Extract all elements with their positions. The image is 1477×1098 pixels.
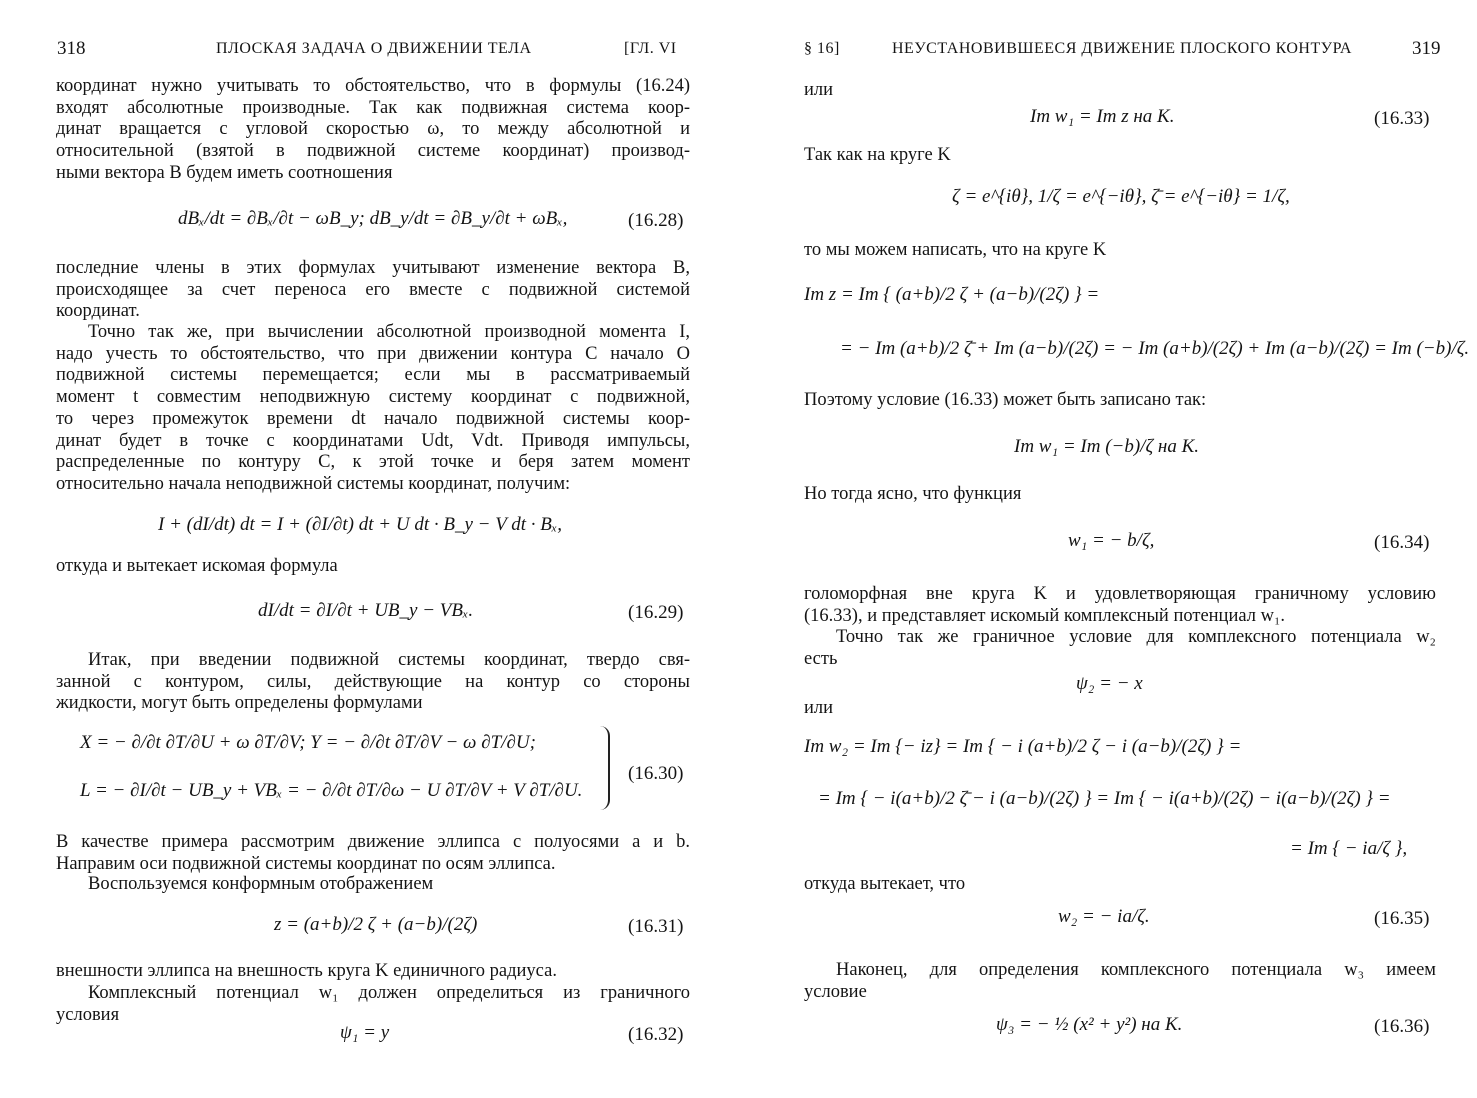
text-line: подвижной системы перемещается; если мы в рассматриваемый xyxy=(56,365,690,386)
paragraph xyxy=(804,584,1436,627)
text-line: условие xyxy=(804,981,867,1002)
running-head: ПЛОСКАЯ ЗАДАЧА О ДВИЖЕНИИ ТЕЛА xyxy=(216,40,532,57)
text-line: динат вращается с угловой скоростью ω, то между абсолютной и xyxy=(56,119,690,140)
text-line: Но тогда ясно, что функция xyxy=(804,484,1022,504)
equation: dBₓ/dt = ∂Bₓ/∂t − ωB_y; dB_y/dt = ∂B_y/∂t + ωBₓ, xyxy=(178,208,568,229)
page-number: 319 xyxy=(1412,38,1441,59)
equation: Im w₁ = Im (−b)/ζ на K. xyxy=(1014,436,1199,457)
text-line: динат будет в точке с координатами Udt, Vdt. Приводя импульсы, xyxy=(56,430,690,451)
equation-number: (16.34) xyxy=(1374,532,1430,553)
paragraph xyxy=(804,80,1436,102)
paragraph xyxy=(804,240,1436,262)
text-line: откуда вытекает, что xyxy=(804,874,966,894)
equation-number: (16.31) xyxy=(628,916,684,937)
equation: z = (a+b)/2 ζ + (a−b)/(2ζ) xyxy=(274,914,478,935)
equation: L = − ∂I/∂t − UB_y + VBₓ = − ∂/∂t ∂T/∂ω − U ∂T/∂V + V ∂T/∂U. xyxy=(80,780,583,801)
equation: ζ = e^{iθ}, 1/ζ = e^{−iθ}, ζ̄ = e^{−iθ} = 1/ζ, xyxy=(952,186,1290,207)
right-page xyxy=(738,0,1477,1098)
equation-number: (16.29) xyxy=(628,602,684,623)
equation-number: (16.32) xyxy=(628,1024,684,1045)
paragraph xyxy=(804,390,1436,412)
equation: = Im { − i(a+b)/2 ζ̄ − i (a−b)/(2ζ) } = Im { − i(a+b)/(2ζ) − i(a−b)/(2ζ) } = xyxy=(818,788,1391,809)
equation: dI/dt = ∂I/∂t + UB_y − VBₓ. xyxy=(258,600,474,621)
text-line: или xyxy=(804,698,834,718)
text-line: Поэтому условие (16.33) может быть записано так: xyxy=(804,390,1207,410)
text-line: условия xyxy=(56,1004,120,1025)
text-line: координат. xyxy=(56,301,140,322)
text-line: (16.33), и представляет искомый комплексный потенциал w₁. xyxy=(804,605,1286,626)
equation: w₁ = − b/ζ, xyxy=(1068,530,1155,551)
text-line: Воспользуемся конформным отображением xyxy=(88,874,434,894)
equation: ψ₂ = − x xyxy=(1076,673,1143,694)
paragraph xyxy=(804,627,1436,670)
paragraph xyxy=(804,874,1436,896)
running-head: НЕУСТАНОВИВШЕЕСЯ ДВИЖЕНИЕ ПЛОСКОГО КОНТУРА xyxy=(892,40,1352,57)
equation: Im w₂ = Im {− iz} = Im { − i (a+b)/2 ζ − i (a−b)/(2ζ) } = xyxy=(804,736,1242,757)
paragraph xyxy=(804,484,1436,506)
equation-number: (16.35) xyxy=(1374,908,1430,929)
equation-number: (16.30) xyxy=(628,763,684,784)
text-line: то через промежуток времени dt начало подвижной системы коор- xyxy=(56,408,690,429)
equation: ψ₃ = − ½ (x² + y²) на K. xyxy=(996,1014,1183,1035)
text-line: Итак, при введении подвижной системы координат, твердо свя- xyxy=(88,650,690,670)
text-line: происходящее за счет переноса его вместе с подвижной системой xyxy=(56,279,690,300)
text-line: Направим оси подвижной системы координат по осям эллипса. xyxy=(56,853,556,874)
chapter-label: [ГЛ. VI xyxy=(624,40,677,57)
equation: Im w₁ = Im z на K. xyxy=(1030,106,1175,127)
equation: w₂ = − ia/ζ. xyxy=(1058,906,1150,927)
paragraph xyxy=(804,145,1436,167)
equation-number: (16.36) xyxy=(1374,1016,1430,1037)
text-line: внешности эллипса на внешность круга K единичного радиуса. xyxy=(56,961,557,981)
paragraph xyxy=(56,556,690,578)
text-line: Точно так же, при вычислении абсолютной производной момента I, xyxy=(88,322,690,342)
right-brace xyxy=(596,726,610,810)
page-number: 318 xyxy=(57,38,86,59)
text-line: координат нужно учитывать то обстоятельство, что в формулы (16.24) xyxy=(56,76,690,96)
equation: = Im { − ia/ζ }, xyxy=(1290,838,1408,859)
left-page xyxy=(0,0,738,1098)
text-line: момент t совместим неподвижную систему координат с подвижной, xyxy=(56,387,690,408)
equation-number: (16.33) xyxy=(1374,108,1430,129)
text-line: Точно так же граничное условие для комплексного потенциала w₂ xyxy=(836,627,1436,647)
section-label: § 16] xyxy=(804,40,840,57)
text-line: Так как на круге K xyxy=(804,145,951,165)
equation: I + (dI/dt) dt = I + (∂I/∂t) dt + U dt · B_y − V dt · Bₓ, xyxy=(158,514,563,535)
paragraph xyxy=(56,832,690,875)
paragraph xyxy=(804,960,1436,1003)
paragraph xyxy=(804,698,1436,720)
paragraph xyxy=(56,961,690,983)
paragraph xyxy=(56,983,690,1026)
text-line: есть xyxy=(804,648,838,669)
text-line: относительной (взятой в подвижной системе координат) производ- xyxy=(56,141,690,162)
text-line: то мы можем написать, что на круге K xyxy=(804,240,1107,260)
text-line: Комплексный потенциал w₁ должен определиться из граничного xyxy=(88,983,690,1003)
paragraph xyxy=(56,650,690,715)
text-line: надо учесть то обстоятельство, что при движении контура C начало O xyxy=(56,343,690,364)
equation-number: (16.28) xyxy=(628,210,684,231)
text-line: В качестве примера рассмотрим движение эллипса с полуосями a и b. xyxy=(56,832,690,852)
text-line: распределенные по контуру C, к этой точке и беря затем момент xyxy=(56,452,690,473)
text-line: откуда и вытекает искомая формула xyxy=(56,556,338,576)
paragraph xyxy=(56,76,690,185)
text-line: последние члены в этих формулах учитывают изменение вектора B, xyxy=(56,258,690,278)
text-line: жидкости, могут быть определены формулами xyxy=(56,693,423,714)
equation: = − Im (a+b)/2 ζ̄ + Im (a−b)/(2ζ) = − Im (a+b)/(2ζ) + Im (a−b)/(2ζ) = Im (−b)/ζ. xyxy=(840,338,1470,359)
text-line: занной с контуром, силы, действующие на контур со стороны xyxy=(56,671,690,692)
paragraph xyxy=(56,874,690,896)
text-line: голоморфная вне круга K и удовлетворяющая граничному условию xyxy=(804,584,1436,604)
equation: Im z = Im { (a+b)/2 ζ + (a−b)/(2ζ) } = xyxy=(804,284,1100,305)
paragraph xyxy=(56,258,690,323)
text-line: ными вектора B будем иметь соотношения xyxy=(56,162,393,183)
text-line: входят абсолютные производные. Так как подвижная система коор- xyxy=(56,97,690,118)
text-line: Наконец, для определения комплексного потенциала w₃ имеем xyxy=(836,960,1436,980)
equation: X = − ∂/∂t ∂T/∂U + ω ∂T/∂V; Y = − ∂/∂t ∂T/∂V − ω ∂T/∂U; xyxy=(80,732,536,753)
equation: ψ₁ = y xyxy=(340,1022,390,1043)
paragraph xyxy=(56,322,690,496)
text-line: относительно начала неподвижной системы координат, получим: xyxy=(56,473,571,494)
text-line: или xyxy=(804,80,834,100)
